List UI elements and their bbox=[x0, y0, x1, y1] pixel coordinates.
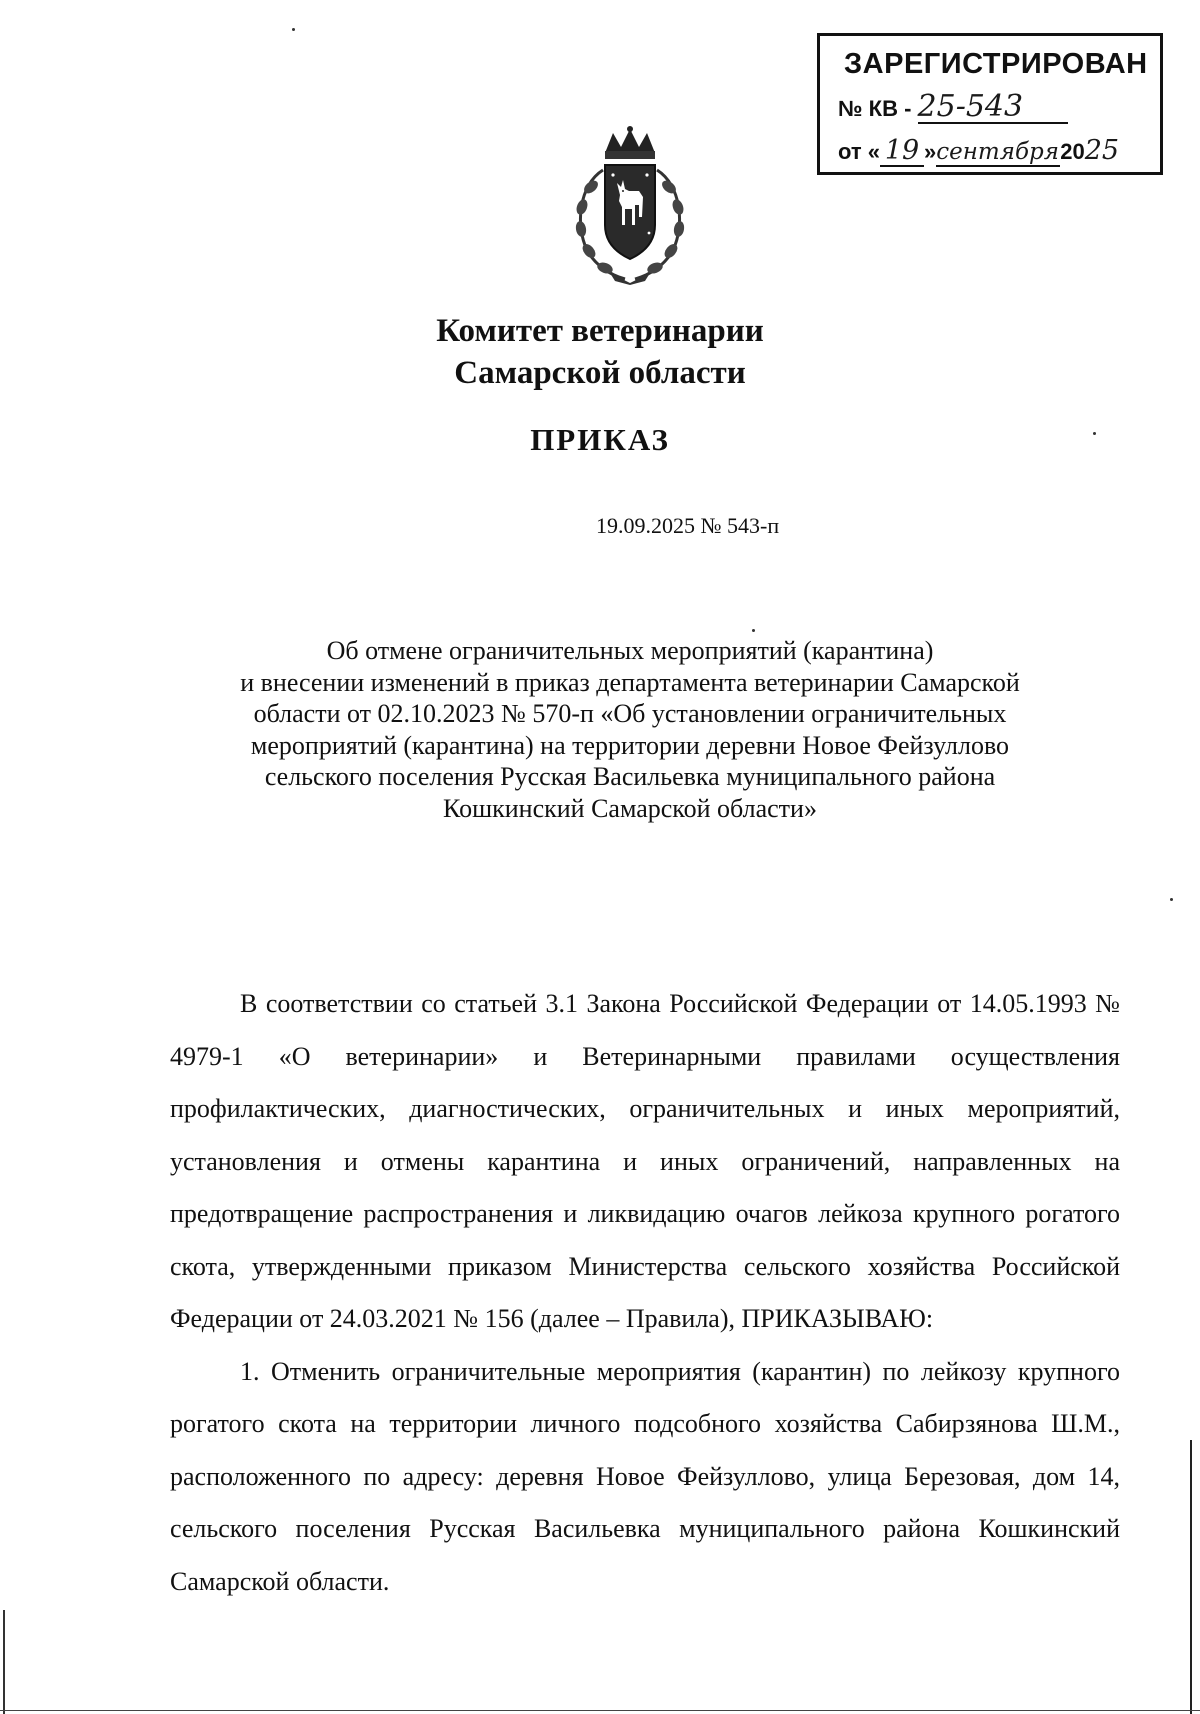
stamp-date-prefix: от « bbox=[838, 139, 881, 164]
document-title-line: области от 02.10.2023 № 570-п «Об установлении ограничительных bbox=[253, 699, 1007, 728]
document-title-line: Об отмене ограничительных мероприятий (карантина) bbox=[326, 636, 934, 665]
coat-of-arms-samara-icon bbox=[565, 125, 695, 285]
stamp-date-year-prefix: 20 bbox=[1060, 139, 1085, 164]
order-title: ПРИКАЗ bbox=[530, 422, 670, 457]
scan-speck bbox=[752, 629, 755, 632]
committee-name bbox=[0, 310, 1200, 394]
stamp-number-line bbox=[838, 89, 1068, 124]
scan-edge-right bbox=[1190, 1440, 1192, 1714]
scan-speck bbox=[1170, 898, 1173, 901]
stamp-date-month-field bbox=[936, 139, 1060, 167]
document-title-line: сельского поселения Русская Васильевка муниципального района bbox=[264, 762, 996, 791]
committee-name-line1: Комитет ветеринарии bbox=[436, 313, 764, 349]
scan-edge-bottom bbox=[0, 1710, 1200, 1711]
document-title-line: мероприятий (карантина) на территории деревни Новое Фейзуллово bbox=[250, 730, 1010, 760]
stamp-date-day-handwritten: 19 bbox=[884, 135, 920, 166]
stamp-date-mid: » bbox=[924, 139, 937, 164]
document-title bbox=[180, 635, 1080, 824]
body-paragraph-preamble: В соответствии со статьей 3.1 Закона Российской Федерации от 14.05.1993 № 4979-1 «О ветеринарии» и Ветеринарными правилами осуществления профилактических, диагностических, ограничительных и иных мероприятий, установления и отмены карантина и иных ограничений, направленных на предотвращение распространения и ликвидацию очагов лейкоза крупного рогатого скота, утвержденными приказом Министерства сельского хозяйства Российской Федерации от 24.03.2021 № 156 (далее – Правила), ПРИКАЗЫВАЮ: bbox=[170, 989, 1120, 1333]
document-title-line: и внесении изменений в приказ департамента ветеринарии Самарской bbox=[240, 667, 1020, 697]
scan-speck bbox=[292, 28, 295, 31]
stamp-number-prefix: № КВ - bbox=[838, 96, 912, 121]
stamp-title: ЗАРЕГИСТРИРОВАН bbox=[844, 48, 1148, 80]
stamp-date-year-handwritten: 25 bbox=[1084, 135, 1120, 166]
stamp-date-day-field bbox=[880, 137, 924, 167]
document-title-line: Кошкинский Самарской области» bbox=[443, 793, 817, 823]
stamp-date-month-handwritten: сентября bbox=[936, 139, 1059, 165]
stamp-date-line bbox=[838, 137, 1119, 167]
stamp-number-field bbox=[917, 89, 1068, 124]
scan-speck bbox=[1093, 432, 1096, 435]
registration-stamp bbox=[817, 33, 1163, 175]
order-date-number: 19.09.2025 № 543-п bbox=[596, 513, 780, 538]
committee-name-line2: Самарской области bbox=[454, 355, 746, 391]
document-body bbox=[170, 978, 1120, 1608]
scan-edge-left bbox=[3, 1610, 5, 1714]
body-paragraph-item-1: 1. Отменить ограничительные мероприятия (карантин) по лейкозу крупного рогатого скота на территории личного подсобного хозяйства Сабирзянова Ш.М., расположенного по адресу: деревня Новое Фейзуллово, улица Березовая, дом 14, сельского поселения Русская Васильевка муниципального района Кошкинский Самарской области. bbox=[170, 1356, 1120, 1596]
stamp-number-handwritten: 25-543 bbox=[917, 89, 1024, 124]
